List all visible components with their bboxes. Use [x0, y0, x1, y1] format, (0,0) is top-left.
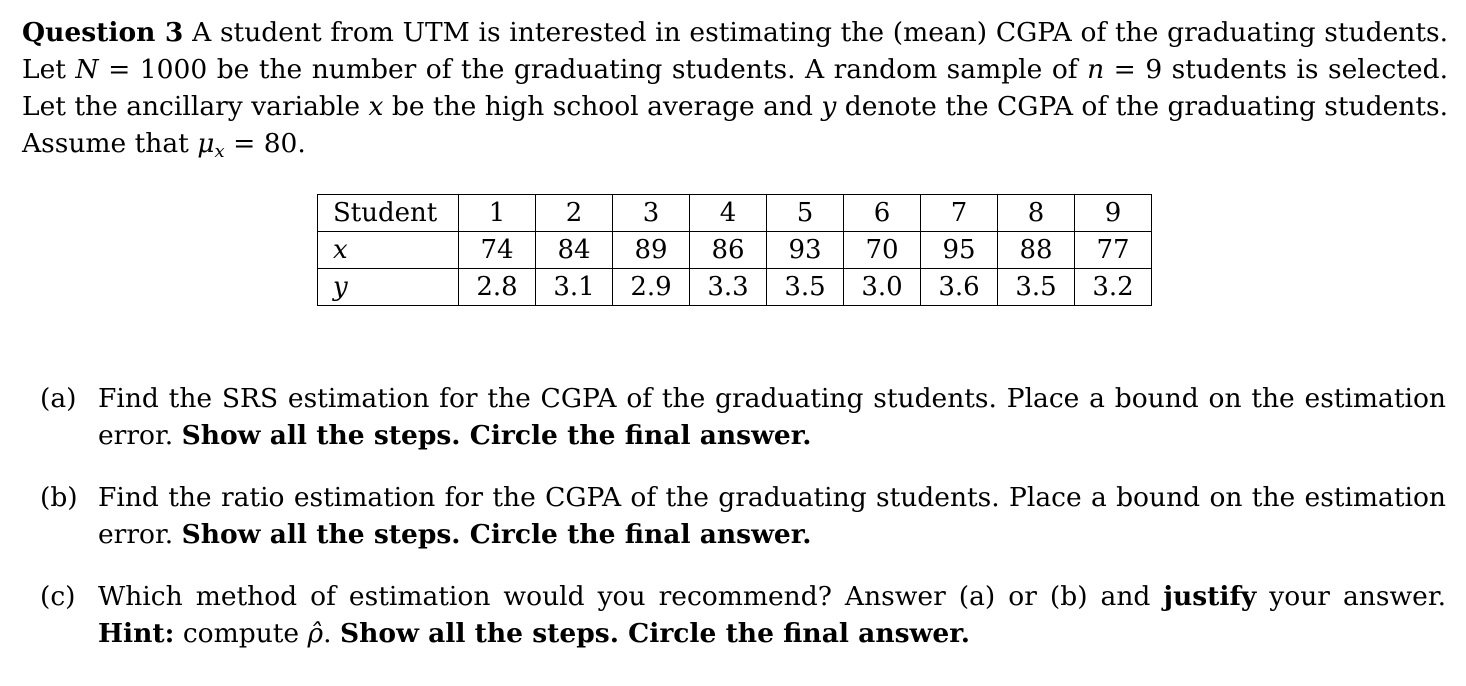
- math-n: n: [1087, 54, 1105, 85]
- intro-line-3: [22, 88, 1448, 125]
- table-cell: 84: [536, 232, 613, 269]
- intro-line-1: [22, 14, 1448, 51]
- part-a-line-1: Find the SRS estimation for the CGPA of the graduating students. Place a bound on the estimation: [98, 383, 1446, 414]
- math-y: y: [821, 91, 837, 122]
- table-cell: 9: [1075, 195, 1152, 232]
- intro-text-4b: = 80.: [224, 128, 306, 159]
- table-cell: 3: [613, 195, 690, 232]
- table-cell: 89: [613, 232, 690, 269]
- table-cell: 2.8: [459, 269, 536, 306]
- table-cell: 2.9: [613, 269, 690, 306]
- intro-line-2: [22, 51, 1448, 88]
- table-cell: 3.3: [690, 269, 767, 306]
- table-cell: 4: [690, 195, 767, 232]
- table-header-student: Student: [318, 195, 459, 232]
- part-c-instruction: Show all the steps. Circle the final answer.: [340, 618, 970, 649]
- table-cell: 3.1: [536, 269, 613, 306]
- part-b-line-1: Find the ratio estimation for the CGPA of the graduating students. Place a bound on the estimation: [98, 482, 1446, 513]
- part-a-marker: (a): [40, 383, 77, 414]
- table-cell: 3.5: [767, 269, 844, 306]
- table-cell: 3.2: [1075, 269, 1152, 306]
- part-b-marker: (b): [40, 482, 78, 513]
- table-cell: 2: [536, 195, 613, 232]
- part-c-line-2: [98, 615, 1446, 652]
- table-label-y: y: [318, 269, 459, 306]
- table-cell: 7: [921, 195, 998, 232]
- part-a-text: error.: [98, 420, 182, 451]
- part-c-period: .: [323, 618, 340, 649]
- table-cell: 95: [921, 232, 998, 269]
- part-c-hint-label: Hint:: [98, 618, 175, 649]
- part-b-text: error.: [98, 519, 182, 550]
- part-c-justify: justify: [1163, 581, 1257, 612]
- part-c-text-a: Which method of estimation would you recommend? Answer (a) or (b) and: [98, 581, 1164, 612]
- part-c-marker: (c): [40, 581, 76, 612]
- intro-text-1: A student from UTM is interested in estimating the (mean) CGPA of the graduating students.: [192, 17, 1449, 48]
- intro-text-2b: = 1000 be the number of the graduating students. A random sample of: [98, 54, 1088, 85]
- part-c-line-1: [98, 578, 1446, 615]
- math-mu-subscript: x: [214, 141, 225, 163]
- part-b-instruction: Show all the steps. Circle the final answer.: [181, 519, 812, 550]
- table-row-x: [318, 232, 1152, 269]
- table-cell: 86: [690, 232, 767, 269]
- table-cell: 74: [459, 232, 536, 269]
- table-cell: 93: [767, 232, 844, 269]
- math-mu: μ: [197, 128, 215, 159]
- intro-line-4: [22, 125, 1448, 170]
- part-a-instruction: Show all the steps. Circle the final answer.: [181, 420, 812, 451]
- question-parts: [40, 380, 1446, 677]
- part-c-text-b: your answer.: [1256, 581, 1446, 612]
- question-intro: [22, 14, 1448, 170]
- table-cell: 1: [459, 195, 536, 232]
- table-cell: 3.0: [844, 269, 921, 306]
- part-b: [40, 479, 1446, 553]
- intro-text-3c: denote the CGPA of the graduating students.: [836, 91, 1448, 122]
- table-cell: 8: [998, 195, 1075, 232]
- part-c-hint-text: compute: [174, 618, 308, 649]
- intro-text-4a: Assume that: [22, 128, 198, 159]
- intro-text-2c: = 9 students is selected.: [1104, 54, 1448, 85]
- table-cell: 77: [1075, 232, 1152, 269]
- part-c: [40, 578, 1446, 652]
- table-cell: 5: [767, 195, 844, 232]
- table-row-student: [318, 195, 1152, 232]
- part-a-line-2: [98, 417, 1446, 454]
- intro-text-2a: Let: [22, 54, 76, 85]
- math-N: N: [75, 54, 99, 85]
- table-cell: 6: [844, 195, 921, 232]
- table-cell: 70: [844, 232, 921, 269]
- part-b-line-2: [98, 516, 1446, 553]
- data-table: [317, 194, 1152, 306]
- question-label: Question 3: [22, 17, 184, 48]
- intro-text-3a: Let the ancillary variable: [22, 91, 369, 122]
- math-rho-hat: ρ̂: [307, 618, 324, 649]
- intro-text-3b: be the high school average and: [383, 91, 822, 122]
- table-cell: 3.6: [921, 269, 998, 306]
- table-cell: 3.5: [998, 269, 1075, 306]
- table-label-x: x: [318, 232, 459, 269]
- math-x: x: [368, 91, 384, 122]
- table-row-y: [318, 269, 1152, 306]
- table-cell: 88: [998, 232, 1075, 269]
- part-a: [40, 380, 1446, 454]
